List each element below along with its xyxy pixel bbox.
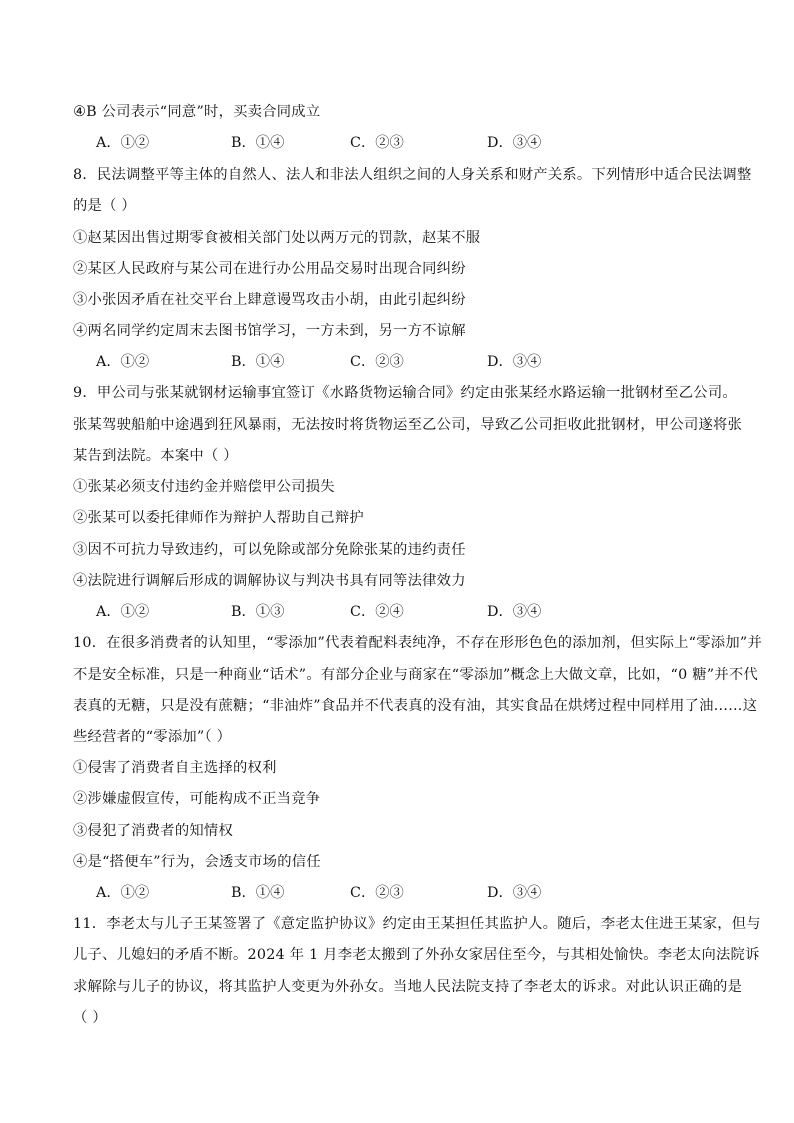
- q11-stem-line-3: 求解除与儿子的协议，将其监护人变更为外孙女。当地人民法院支持了李老太的诉求。对此认识正确的是: [73, 979, 743, 995]
- q8-statement-1: ①赵某因出售过期零食被相关部门处以两万元的罚款，赵某不服: [73, 230, 481, 246]
- q9-statement-4: ④法院进行调解后形成的调解协议与判决书具有同等法律效力: [73, 573, 466, 589]
- q9-stem-line-1: 9．甲公司与张某就钢材运输事宜签订《水路货物运输合同》约定由张某经水路运输一批钢材至乙公司。: [73, 385, 737, 401]
- q7-statement-4: ④B 公司表示“同意”时，买卖合同成立: [73, 104, 321, 120]
- q9-option-d[interactable]: D．③④: [487, 604, 542, 620]
- q10-stem-line-2: 不是安全标准，只是一种商业“话术”。有部分企业与商家在“零添加”概念上大做文章，比如，“0 糖”并不代: [73, 667, 759, 683]
- q8-option-c[interactable]: C．②③: [350, 354, 404, 370]
- q10-stem-line-1: 10．在很多消费者的认知里，“零添加”代表着配料表纯净，不存在形形色色的添加剂，但实际上“零添加”并: [73, 635, 762, 651]
- q8-statement-4: ④两名同学约定周末去图书馆学习，一方未到，另一方不谅解: [73, 323, 466, 339]
- q8-option-b[interactable]: B．①④: [231, 354, 285, 370]
- q8-statement-2: ②某区人民政府与某公司在进行办公用品交易时出现合同纠纷: [73, 261, 466, 277]
- q8-stem-line-2: 的是（ ）: [73, 198, 136, 214]
- q11-stem-line-4: （ ）: [73, 1010, 107, 1026]
- q10-statement-4: ④是“搭便车”行为，会透支市场的信任: [73, 854, 321, 870]
- q8-statement-3: ③小张因矛盾在社交平台上肆意谩骂攻击小胡，由此引起纠纷: [73, 292, 466, 308]
- q7-option-d[interactable]: D．③④: [487, 135, 542, 151]
- q10-option-b[interactable]: B．①④: [231, 885, 285, 901]
- q9-option-a[interactable]: A．①②: [96, 604, 150, 620]
- q9-option-c[interactable]: C．②④: [350, 604, 404, 620]
- q10-statement-1: ①侵害了消费者自主选择的权利: [73, 760, 277, 776]
- q11-stem-line-1: 11．李老太与儿子王某签署了《意定监护协议》约定由王某担任其监护人。随后，李老太住进王某家，但与: [73, 916, 761, 932]
- q9-stem-line-3: 某告到法院。本案中（ ）: [73, 448, 238, 464]
- q10-statement-3: ③侵犯了消费者的知情权: [73, 823, 234, 839]
- q9-stem-line-2: 张某驾驶船舶中途遇到狂风暴雨，无法按时将货物运至乙公司，导致乙公司拒收此批钢材，甲公司遂将张: [73, 417, 743, 433]
- q10-option-a[interactable]: A．①②: [96, 885, 150, 901]
- q9-statement-2: ②张某可以委托律师作为辩护人帮助自己辩护: [73, 510, 364, 526]
- q8-option-a[interactable]: A．①②: [96, 354, 150, 370]
- q10-stem-line-4: 些经营者的“零添加”（ ）: [73, 729, 232, 745]
- q9-statement-1: ①张某必须支付违约金并赔偿甲公司损失: [73, 479, 335, 495]
- q9-statement-3: ③因不可抗力导致违约，可以免除或部分免除张某的违约责任: [73, 542, 466, 558]
- q9-option-b[interactable]: B．①③: [231, 604, 285, 620]
- q11-stem-line-2: 儿子、儿媳妇的矛盾不断。2024 年 1 月李老太搬到了外孙女家居住至今，与其相处愉快。李老太向法院诉: [73, 947, 760, 963]
- q10-option-c[interactable]: C．②③: [350, 885, 404, 901]
- q7-option-a[interactable]: A．①②: [96, 135, 150, 151]
- q7-option-c[interactable]: C．②③: [350, 135, 404, 151]
- q10-option-d[interactable]: D．③④: [487, 885, 542, 901]
- q10-statement-2: ②涉嫌虚假宣传，可能构成不正当竞争: [73, 791, 321, 807]
- q8-stem-line-1: 8．民法调整平等主体的自然人、法人和非法人组织之间的人身关系和财产关系。下列情形中适合民法调整: [73, 167, 752, 183]
- q7-option-b[interactable]: B．①④: [231, 135, 285, 151]
- q10-stem-line-3: 表真的无糖，只是没有蔗糖；“非油炸”食品并不代表真的没有油，其实食品在烘烤过程中同样用了油……这: [73, 698, 758, 714]
- q8-option-d[interactable]: D．③④: [487, 354, 542, 370]
